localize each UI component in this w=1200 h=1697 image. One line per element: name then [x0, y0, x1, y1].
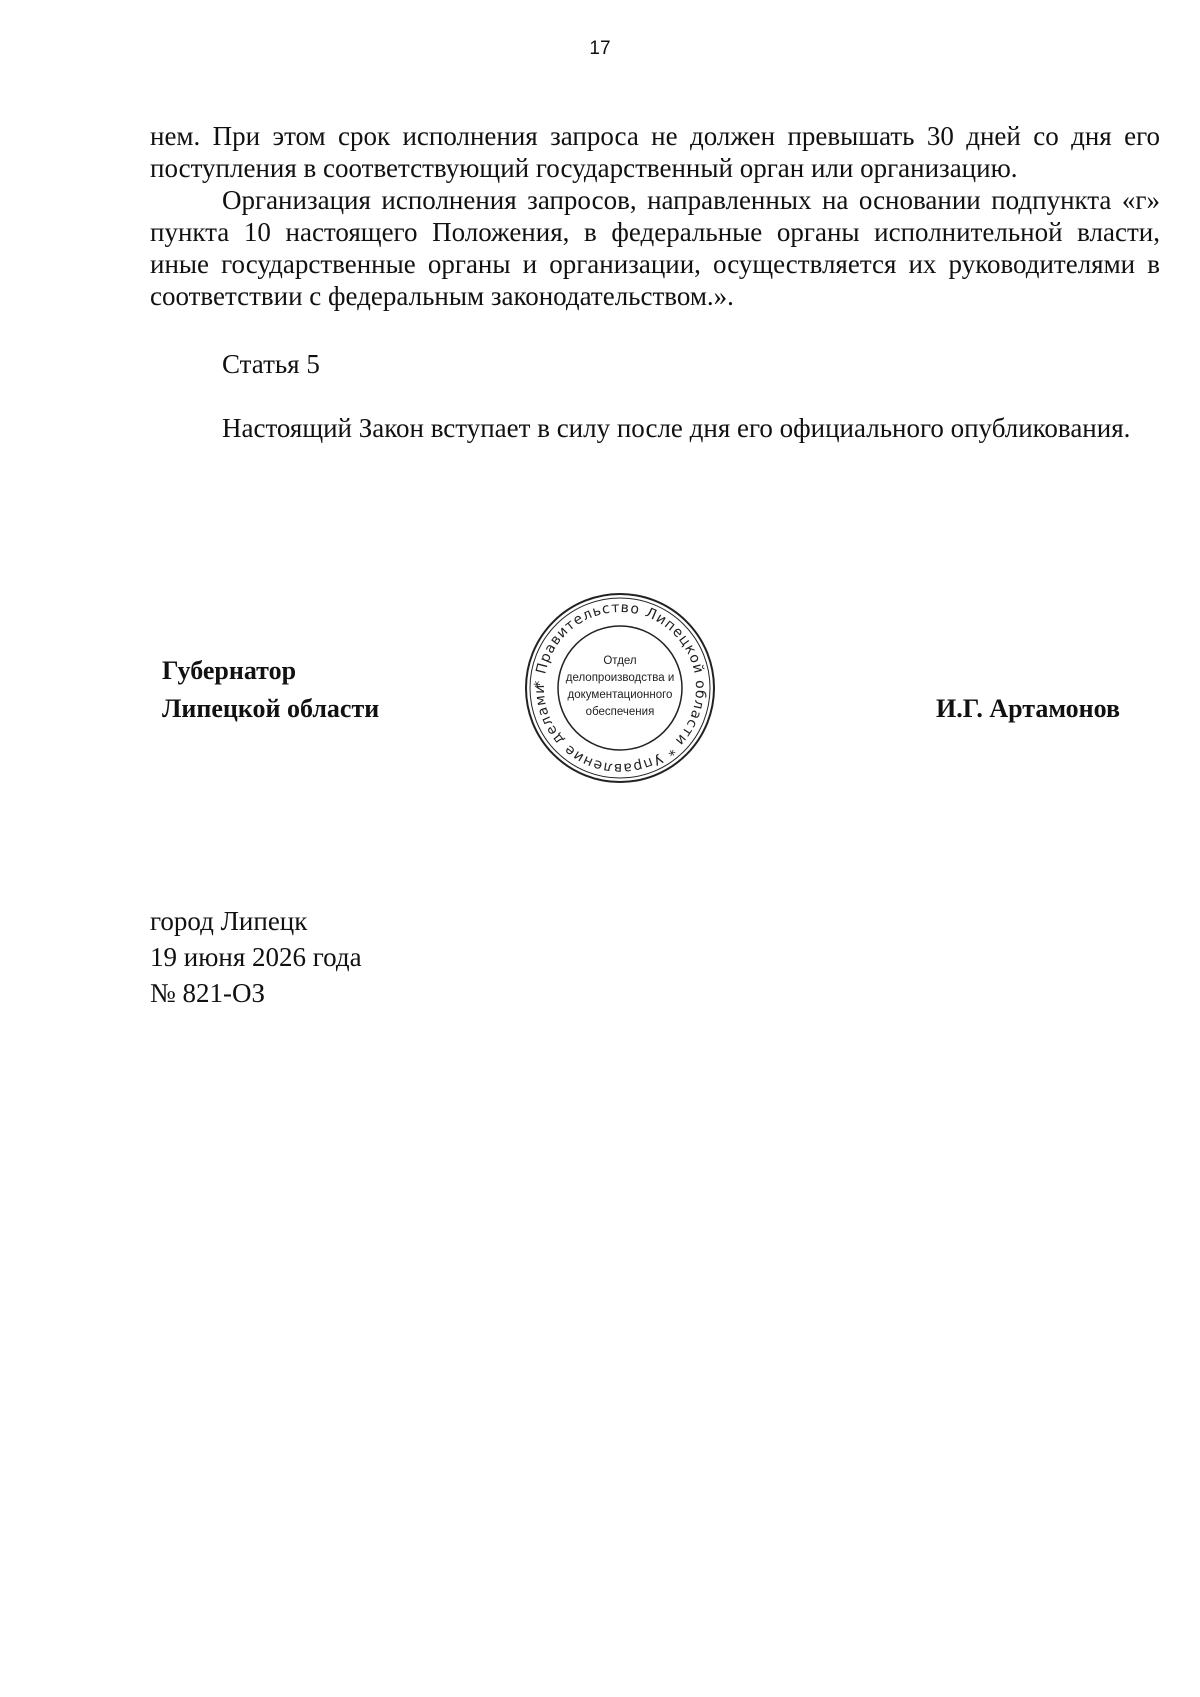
stamp-seal-icon: [522, 590, 718, 786]
paragraph-continuation: нем. При этом срок исполнения запроса не должен превышать 30 дней со дня его поступления в соответствующий государственный орган или организацию.: [150, 121, 1160, 183]
city: город Липецк: [150, 906, 308, 936]
official-stamp: [522, 590, 718, 786]
body-text: [150, 120, 1160, 312]
signatory-title-line-1: Губернатор: [162, 656, 297, 685]
signatory-title: [162, 652, 379, 728]
stamp-inner-line-4: обеспечения: [585, 706, 655, 718]
article-body: [150, 412, 1160, 444]
stamp-inner-line-2: делопроизводства и: [565, 672, 675, 684]
signatory-title-line-2: Липецкой области: [162, 694, 380, 723]
article-text: Настоящий Закон вступает в силу после дня его официального опубликования.: [222, 413, 1131, 443]
stamp-outer-text: * Правительство Липецкой области * Управление делами: [531, 599, 709, 777]
place-and-date: [150, 903, 362, 1011]
article-heading: Статья 5: [222, 349, 320, 379]
date: 19 июня 2026 года: [150, 942, 362, 972]
signatory-name: И.Г. Артамонов: [936, 694, 1121, 723]
law-number: № 821-ОЗ: [150, 978, 266, 1008]
paragraph-organization: Организация исполнения запросов, направленных на основании подпункта «г» пункта 10 настоящего Положения, в федеральные органы исполнительной власти, иные государственные органы и организации, осуществляется их руководителями в соответствии с федеральным законодательством.».: [150, 185, 1160, 311]
page-number: 17: [589, 38, 611, 59]
stamp-inner-line-1: Отдел: [603, 655, 637, 667]
stamp-inner-line-3: документационного: [567, 689, 673, 701]
